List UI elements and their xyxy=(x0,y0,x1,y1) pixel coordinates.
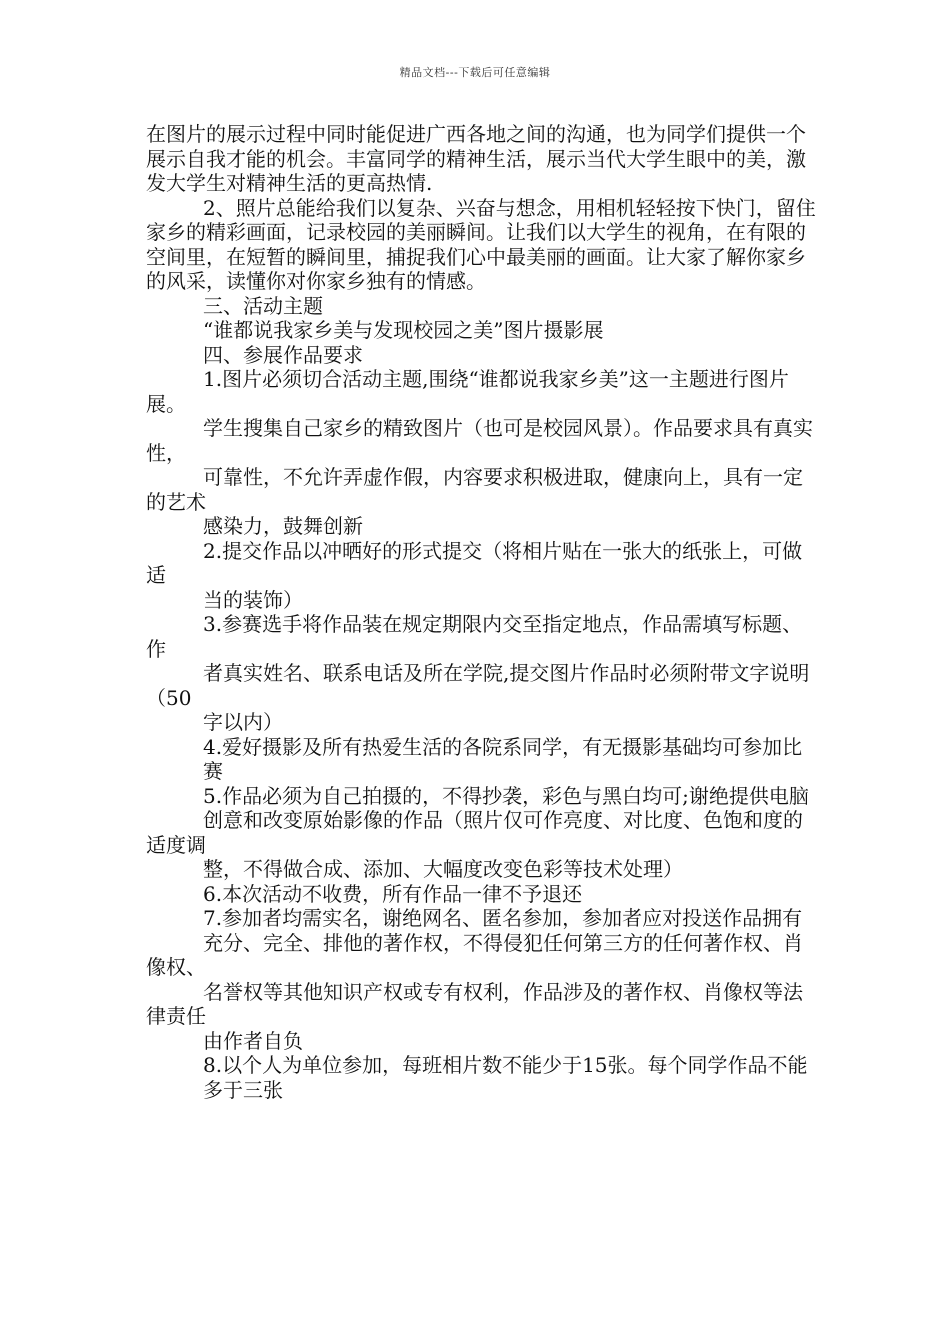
document-body xyxy=(146,122,816,1102)
paragraph: 赛 xyxy=(203,759,223,783)
paragraph: 8.以个人为单位参加，每班相片数不能少于15张。每个同学作品不能 xyxy=(203,1053,808,1077)
paragraph: “谁都说我家乡美与发现校园之美”图片摄影展 xyxy=(203,318,604,342)
paragraph: 充分、完全、排他的著作权，不得侵犯任何第三方的任何著作权、肖像权、 xyxy=(146,930,803,979)
paragraph: 四、参展作品要求 xyxy=(203,342,363,367)
page-header: 精品文档---下载后可任意编辑 xyxy=(399,66,551,79)
paragraph: 字以内） xyxy=(203,710,283,734)
paragraph: 感染力，鼓舞创新 xyxy=(203,514,363,538)
paragraph: 由作者自负 xyxy=(203,1028,303,1053)
paragraph: 名誉权等其他知识产权或专有权利，作品涉及的著作权、肖像权等法律责任 xyxy=(146,979,803,1028)
paragraph: 6.本次活动不收费，所有作品一律不予退还 xyxy=(203,881,583,906)
paragraph: 可靠性，不允许弄虚作假，内容要求积极进取，健康向上，具有一定的艺术 xyxy=(146,465,803,514)
paragraph: 多于三张 xyxy=(203,1077,283,1102)
paragraph: 2、照片总能给我们以复杂、兴奋与想念，用相机轻轻按下快门，留住家乡的精彩画面，记录校园的美丽瞬间。让我们以大学生的视角，在有限的空间里，在短暂的瞬间里，捕捉我们心中最美丽的画面。让大家了解你家乡的风采，读懂你对你家乡独有的情感。 xyxy=(146,195,816,293)
paragraph: 三、活动主题 xyxy=(203,293,323,318)
paragraph: 学生搜集自己家乡的精致图片（也可是校园风景）。作品要求具有真实性， xyxy=(146,416,813,465)
paragraph: 3.参赛选手将作品装在规定期限内交至指定地点，作品需填写标题、作 xyxy=(146,612,803,661)
paragraph: 4.爱好摄影及所有热爱生活的各院系同学，有无摄影基础均可参加比 xyxy=(203,734,803,759)
paragraph: 整，不得做合成、添加、大幅度改变色彩等技术处理） xyxy=(203,857,683,881)
paragraph: 在图片的展示过程中同时能促进广西各地之间的沟通，也为同学们提供一个展示自我才能的机会。丰富同学的精神生活，展示当代大学生眼中的美，激发大学生对精神生活的更高热情. xyxy=(146,122,806,195)
paragraph: 5.作品必须为自己拍摄的，不得抄袭，彩色与黑白均可;谢绝提供电脑 xyxy=(203,783,809,808)
paragraph: 当的装饰） xyxy=(203,587,303,612)
paragraph: 2.提交作品以冲晒好的形式提交（将相片贴在一张大的纸张上，可做适 xyxy=(146,538,803,587)
paragraph: 1.图片必须切合活动主题,围绕“谁都说我家乡美”这一主题进行图片展。 xyxy=(146,367,789,416)
paragraph: 创意和改变原始影像的作品（照片仅可作亮度、对比度、色饱和度的适度调 xyxy=(146,808,803,857)
paragraph: 7.参加者均需实名，谢绝网名、匿名参加，参加者应对投送作品拥有 xyxy=(203,906,803,930)
paragraph: 者真实姓名、联系电话及所在学院,提交图片作品时必须附带文字说明（50 xyxy=(146,661,810,710)
